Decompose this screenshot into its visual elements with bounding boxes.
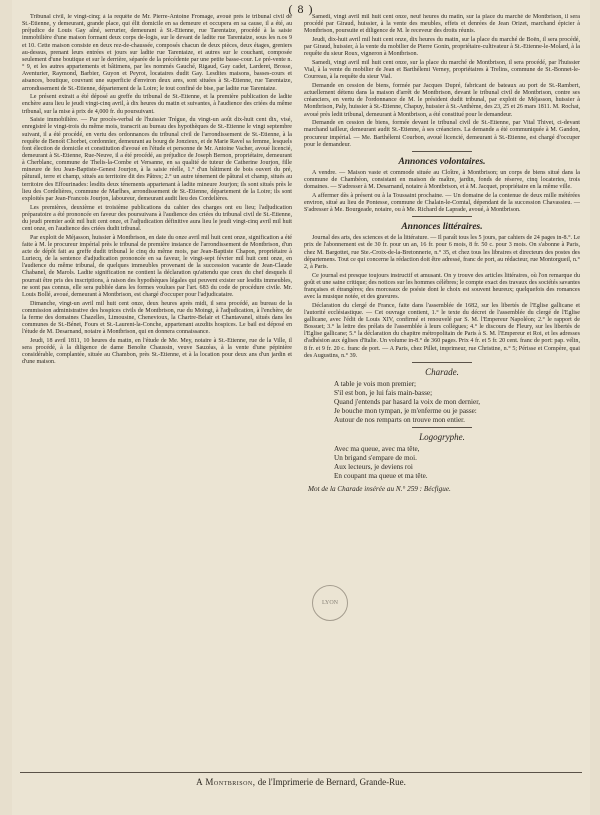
notice-paragraph: Jeudi, dix-huit avril mil huit cent onze, dix heures du matin, sur la place du marché de Boën, il sera procédé, par Giraud, huissier, à la vente du mobilier de Pierre Gonin, propriétaire-cultivateur à St.-Etienne-le-Molard, à la requête du sieur Roux, vigneron à Montbrison. [304,36,580,58]
notice-paragraph: A affermer dès à présent ou à la Toussaint prochaine. — Un domaine de la contenue de deux mille métérées environ, situé au lieu de Pontesse, commune de Chalain-le-Comtal, dépendant de la succession Chavassieu. — S'adresser à Me. Bourgeade, notaire, ou à Me. Richard de Laprade, avoué, à Montbrison. [304,192,580,214]
notice-paragraph: A vendre. — Maison vaste et commode située au Cloître, à Montbrison; un corps de biens situé dans la commune de Chambéon, consistant en maison de maître, jardin, fonds de réserve, cinq locateries, trois domaines. — S'adresser à M. Desarnand, notaire à Montbrison, et à M. Jacquet, propriétaire en la même ville. [304,169,580,191]
notice-paragraph: Dimanche, vingt-un avril mil huit cent onze, deux heures après midi, il sera procédé, au bureau de la commission administrative des hospices civils de Montbrison, rue du Moingt, à l'adjudication, à l'enchère, de la ferme des domaines Chazelles, Limousine, Chenevioux, la Chartre-Belair et Chantavanel, situés dans les communes de St.-Bénet, Fours et St.-Laurent-la-Conche, appartenant auxdits hospices. Le bail est déposé en l'étude de M. Desarnand, notaire à Montbrison, qui en donnera connaissance. [22,300,292,336]
verse-line: S'il est bon, je lui fais main-basse; [334,388,433,397]
library-stamp: LYON [312,585,348,621]
notice-paragraph: Déclaration du clergé de France, faite dans l'assemblée de 1682, sur les libertés de l'Eglise gallicane et l'autorité ecclésiastique. — Cet ouvrage contient, 1.° le texte du décret de l'assemblée du clergé de l'Eglise gallicane, avec l'édit de Louis XIV, confirmé et renouvelé par S. M. l'Empereur Napoléon; 2.° le rapport de Bossuet; 3.° la lettre des prélats de l'assemblée à leurs collègues; 4.° le discours de Fleury, sur les libertés de l'Eglise gallicane; 5.° la déclaration du chapitre métropolitain de Paris à S. M. l'Empereur et Roi, et les adresses d'adhésion aux églises d'Italie. Un volume in-8.° de 360 pages. Prix 4 fr. et 5 fr. 20 cent. franc de port: pap. vélin, 8 fr. et 9 fr. 20 c. franc de port. — A Paris, chez Pillet, imprimeur, rue Christine, n.° 5; Périsse et Compère, quai des Augustins, n.° 39. [304,302,580,359]
verse-line: Je bouche mon tympan, je m'enferme ou je passe: [334,406,477,415]
section-heading-litteraires: Annonces littéraires. [401,222,483,233]
charade-title: Charade. [425,366,459,377]
imprint-divider [20,772,582,773]
notice-paragraph: Saisie immobilière. — Par procès-verbal de l'huissier Trégue, du vingt-un août dix-huit cent dix, visé, enregistré le vingt-trois du même mois, transcrit au bureau des hypothèques de St.-Etienne le vingt septembre suivant, il a été procédé, en vertu des ordonnances du tribunal civil de l'arrondissement de St.-Etienne, à la requête de Benoît Chorbet, cordonnier, demeurant au bourg de Jonzieux, et de Marie Ravel sa femme, lesquels font élection de domicile et constitution d'avoué en l'étude et personne de Mr. Antoine Vacher, avoué licencié, demeurant à St.-Etienne, Rue-Neuve, il a été procédé, au préjudice de Joseph Bernon, propriétaire, demeurant à Cherblanc, commune de Thelis-la-Combe et Versanne, en sa qualité de tuteur de Catherine Jourjon, fille mineure de feu Jean-Baptiste-Genest Jourjon, à la saisie réelle, 1.° d'un bâtiment de bois ouvert du pré, pâturail, terre et champ, situés au territoire dit des Pâtres; 2.° un autre ténement de pâtural et champ, situés au territoire des Effourinades: lesdits deux ténements appartenant à ladite mineure Jourjon; ils sont situés près le lieu des Cordelières, commune de Marlhes, arrondissement de St.-Etienne, département de la Loire; ils sont exploités par Jean-Francois Jourjon, laboureur, demeurant audit lieu des Cordelières. [22,117,292,202]
verse-line: Aux lecteurs, je deviens roi [334,462,413,471]
page-number: ( 8 ) [288,2,314,16]
verse-line: Autour de nos remparts on trouve mon entier. [334,415,465,424]
imprint-text: de l'Imprimerie de Bernard, Grande-Rue. [255,777,406,787]
notice-paragraph: Jeudi, 18 avril 1811, 10 heures du matin, en l'étude de Me. Mey, notaire à St.-Etienne, rue de la Ville, il sera procédé, à la diligence de dame Benoîte Chaussin, veuve Sauzéas, à la vente d'une pépinière considérable, complantée, située au Chambon, près St.-Etienne, et à la location pour deux ans d'un jardin et d'une maison. [22,337,292,366]
section-divider [412,151,472,152]
notice-paragraph: Demande en cession de biens, formée devant le tribunal civil de St.-Etienne, par Vital Thivet, ci-devant marchand tailleur, demeurant audit St.-Etienne, à ses créanciers. La demande a été communiquée à M. Gandon, procureur impérial. — Me. Barthélemi Courbon, avoué licencié, demeurant à St.-Etienne, est chargé d'occuper pour le demandeur. [304,120,580,148]
section-divider [412,427,472,428]
notice-paragraph: Ce journal est presque toujours instructif et amusant. On y trouve des articles littéraires, où l'on remarque du goût et une saine critique; des notices sur les hommes célèbres; le compte exact des travaux des sociétés savantes françaises et étrangères; des morceaux de poésie dont le choix est souvent heureux; quelquefois des romances avec la musique notée, et des gravures. [304,272,580,300]
verse-line: Quand j'entends par hasard la voix de mon dernier, [334,397,481,406]
logogryphe-verse [334,445,580,481]
verse-line: En coupant ma queue et ma tête. [334,471,428,480]
verse-line: Avec ma queue, avec ma tête, [334,444,420,453]
printer-imprint [12,776,590,788]
notice-paragraph: Journal des arts, des sciences et de la littérature. — Il paraît tous les 5 jours, par cahiers de 24 pages in-8.°. Le prix de l'abonnement est de 30 fr. pour un an, 16 fr. pour 6 mois, 8 fr. 50 c. pour 3 mois. On s'abonne à Paris, chez M. Bargottet, rue Ste.-Croix-de-la-Bretonnerie, n.° 35, et chez tous les libraires et directeurs des postes des départemens. Tout ce qui concerne la rédaction doit être adressé, franc de port, au rédacteur, rue Montorgueil, n.° 2, à Paris. [304,235,580,270]
notice-paragraph: Tribunal civil, le vingt-cinq; à la requête de Mr. Pierre-Antoine Fromage, avoué près le tribunal civil de St.-Etienne, y demeurant, grande place, qui élit domicile en sa demeure et occupera en sa cause, il a été, au préjudice de Louis Gay aîné, serrurier, demeurant à St.-Etienne, rue Tarentaize, procédé à la saisie immobilière d'une maison formant deux corps de-logis, sur le devant de ladite rue Tarentaize, sous les n.os 9 et 10. Cette maison consiste en deux rez-de-chaussée, composés chacun de deux pièces, deux étages, greniers au-dessus, prenant leurs entrées et jours sur ladite rue Tarentaize, et autres sur le couchant, composée seulement d'une boutique et sur le derrière, séparée de la précédente par une petite basse-cour. Le pré-vente n.° 9, et les autres appartements et bâtimens, par les nommés Gauché, Rigaud, Gay cadet, Larderet, Brosse, Aventurier, Raymond, Barbier, Guyon et Peyrot, locataires dudit Gay. Lesdites maisons, basses-cours et aisances, boutique, couvrant une superficie d'environ deux ares, sont situées à St.-Etienne, rue Tarentaize, arrondissement de St.-Etienne, département de la Loire; le tout confiné de bise, par ladite rue Tarentaize. [22,14,292,92]
newspaper-page [12,0,590,815]
notice-paragraph: Le présent extrait a été déposé au greffe du tribunal de St.-Etienne, et la première publication de ladite enchère aura lieu le jeudi vingt-cinq avril, à dix heures du matin et suivantes, à l'audience des criées du même tribunal, sur la mise à prix de 4,000 fr. du poursuivant. [22,94,292,115]
right-column [304,14,580,772]
logogryphe-title: Logogryphe. [419,431,465,442]
section-divider [412,216,472,217]
left-column [22,14,292,772]
imprint-city: A Montbrison, [196,777,256,787]
notice-paragraph: Demande en cession de biens, formée par Jacques Dupré, fabricant de bateaux au port de St.-Rambert, actuellement détenu dans la maison d'arrêt de Montbrison, devant le tribunal civil de Montbrison, contre ses créanciers, en vertu de l'ordonnance de M. le président dudit tribunal, par exploit de Méjasson, huissier à Montbrison, Paly, huissier à St.-Etienne, Chapuy, huissier à St.-Anthème, des 23, 25 et 26 mars 1811. M. Rochat, avoué près ledit tribunal, demeurant à Montbrison, a été constitué pour le demandeur. [304,82,580,118]
notice-paragraph: Samedi, vingt avril mil huit cent onze, sur la place du marché de Montbrison, il sera procédé, par l'huissier Vial, à la vente du mobilier de Jean et Barthélemi Verney, propriétaires à Trelins, commune de St.-Bonnet-le-Courreau, à la requête du sieur Vial. [304,59,580,81]
charade-answer: Mot de la Charade insérée au N.° 259 : Bécfigue. [308,484,451,493]
section-divider [412,362,472,363]
verse-line: Un brigand s'empare de moi. [334,453,417,462]
notice-paragraph: Samedi, vingt avril mil huit cent onze, neuf heures du matin, sur la place du marché de Montbrison, il sera procédé par Giraud, huissier, à la vente des meubles, effets et denrées de Jean Orizet, marchand épicier à Montbrison, poursuite et diligence de M. le receveur des droits réunis. [304,14,580,35]
notice-paragraph: Par exploit de Méjasson, huissier à Montbrison, en date du onze avril mil huit cent onze, signification a été faite à M. le procureur impérial près le tribunal de première instance de l'arrondissement de Montbrison, d'un acte de dépôt fait au greffe dudit tribunal le cinq du même mois, par Jean-Baptiste Chapon, propriétaire à Luriecq, de la sentence d'adjudication prononcée en sa faveur, le vingt-sept février mil huit cent onze, en l'audience du même tribunal, de quelques immeubles provenant de la succession vacante de Jean-Claude Chabanel, de Marols. Ladite signification ne contient la déclaration qu'attendu que ceux du chef desquels il pourrait être pris des inscriptions, à raison des hypothèques légales qui peuvent exister sur lesdits immeubles, ne sont pas connus, elle sera publiée dans les formes voulues par l'art. 683 du code de procédure civile. Mr. Louis Bollé, avoué, demeurant à Montbrison, est chargé d'occuper pour l'adjudicataire. [22,234,292,298]
notice-paragraph: Les premières, deuxième et troisième publications du cahier des charges ont eu lieu; l'adjudication préparatoire a été prononcée en faveur des poursuivans à l'audience des criées du tribunal civil de St.-Etienne, du jeudi premier août mil huit cent onze, et l'adjudication définitive aura lieu le jeudi vingt-cinq avril mil huit cent onze, en l'audience des criées dudit tribunal. [22,204,292,233]
section-heading-volontaires: Annonces volontaires. [398,156,486,167]
verse-line: A table je vois mon premier; [334,379,417,388]
charade-verse [334,380,580,425]
